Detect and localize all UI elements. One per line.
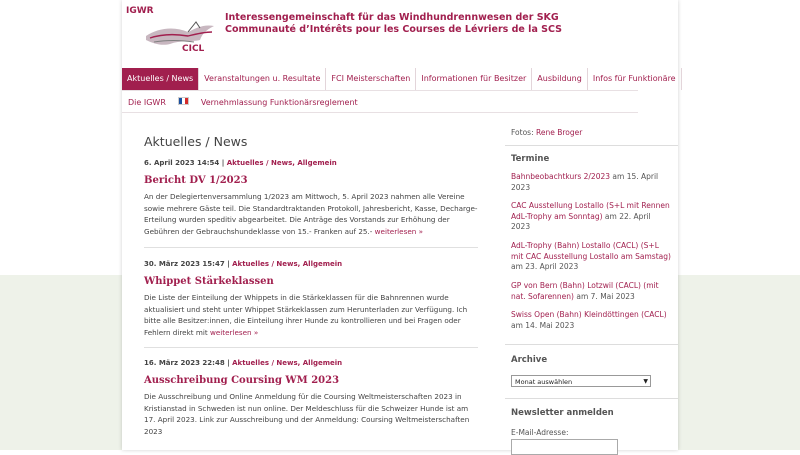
post-category-link[interactable]: Aktuelles / News, Allgemein — [232, 359, 343, 367]
post-meta: 6. April 2023 14:54 | Aktuelles / News, Allgemein — [144, 159, 337, 167]
nav-divider-bottom — [122, 112, 638, 113]
event-date: am 23. April 2023 — [511, 262, 579, 271]
post-item — [144, 159, 478, 238]
nav-item-die-igwr[interactable]: Die IGWR — [128, 97, 166, 107]
event-link[interactable]: GP von Bern (Bahn) Lotzwil (CACL) (mit nat. Sofarennen) — [511, 281, 659, 301]
nav-item-infos-funktionaere[interactable]: Infos für Funktionäre — [588, 68, 682, 90]
page-title: Aktuelles / News — [144, 134, 248, 149]
post-date: 16. März 2023 22:48 — [144, 359, 225, 367]
site-title-german: Interessengemeinschaft für das Windhundrennwesen der SKG — [225, 12, 559, 23]
archive-heading: Archive — [511, 355, 548, 365]
post-excerpt: An der Delegiertenversammlung 1/2023 am Mittwoch, 5. April 2023 nahmen alle Vereine sowie mehrere Gäste teil. Die Standardtraktanden Protokoll, Jahresbericht, Kasse, Decharge-Erteilung wurden speditiv abgearbeitet. Die Anträge des Vorstands zur Erhöhung der Gebühren der Gebrauchshundeklasse von 15.- Franken auf 25.- weiterlesen » — [144, 192, 478, 237]
termine-heading: Termine — [511, 154, 550, 164]
post-title[interactable]: Bericht DV 1/2023 — [144, 175, 248, 186]
nav-item-ausbildung[interactable]: Ausbildung — [532, 68, 588, 90]
event-item — [511, 172, 671, 193]
nav-divider — [122, 90, 638, 91]
event-date: am 14. Mai 2023 — [511, 320, 575, 330]
post-excerpt: Die Ausschreibung und Online Anmeldung für die Coursing Weltmeisterschaften 2023 in Kristianstad in Schweden ist nun online. Der Meldeschluss für die Schweizer Hunde ist am 17. April 2023. Link zur Ausschreibung und der Anmeldung: Coursing Weltmeisterschaften 2023 — [144, 392, 470, 437]
post-date: 30. März 2023 15:47 — [144, 260, 225, 268]
post-item — [144, 260, 478, 339]
event-item — [511, 281, 671, 302]
post-excerpt: Die Liste der Einteilung der Whippets in die Stärkeklassen für die Bahnrennen wurde aktualisiert und steht unter Whippet Stärkeklassen zum Herunterladen zur Verfügung. Ich bitte alle Besitzer:innen, die Einteilung ihrer Hunde zu kontrollieren und bei Fragen oder Fehlern direkt mit weiterlesen » — [144, 293, 468, 338]
post-meta: 30. März 2023 15:47 | Aktuelles / News, Allgemein — [144, 260, 343, 268]
nav-item-aktuelles[interactable]: Aktuelles / News — [122, 68, 199, 90]
read-more-link[interactable]: weiterlesen » — [374, 227, 423, 237]
greyhound-logo-icon — [144, 10, 220, 62]
event-link[interactable]: Bahnbeobachtkurs 2/2023 — [511, 172, 611, 181]
event-date: am 22. April 2023 — [511, 211, 651, 231]
event-item — [511, 310, 671, 331]
logo-text-cicl: CICL — [182, 44, 205, 54]
post-separator — [144, 347, 478, 348]
photo-author-link[interactable]: Rene Broger — [536, 128, 583, 137]
primary-navigation — [122, 68, 682, 90]
post-title[interactable]: Ausschreibung Coursing WM 2023 — [144, 375, 340, 386]
secondary-navigation — [122, 95, 364, 109]
site-title-french: Communauté d’Intérêts pour les Courses de Lévriers de la SCS — [225, 24, 562, 35]
sidebar-divider — [505, 145, 678, 146]
post-title[interactable]: Whippet Stärkeklassen — [144, 276, 274, 287]
logo-text-igwr: IGWR — [126, 6, 154, 16]
page-container — [122, 0, 678, 450]
event-link[interactable]: AdL-Trophy (Bahn) Lostallo (CACL) (S+L mit CAC Ausstellung Lostallo am Samstag) — [511, 241, 671, 261]
event-link[interactable]: CAC Ausstellung Lostallo (S+L mit Rennen AdL-Trophy am Sonntag) — [511, 201, 670, 221]
post-category-link[interactable]: Aktuelles / News, Allgemein — [226, 159, 337, 167]
nav-item-veranstaltungen[interactable]: Veranstaltungen u. Resultate — [199, 68, 326, 90]
email-label: E-Mail-Adresse: — [511, 428, 569, 437]
newsletter-heading: Newsletter anmelden — [511, 408, 614, 418]
email-field[interactable] — [511, 439, 618, 455]
event-link[interactable]: Swiss Open (Bahn) Kleindöttingen (CACL) — [511, 310, 667, 319]
language-switch[interactable] — [172, 97, 195, 107]
event-item — [511, 201, 671, 233]
event-date: am 7. Mai 2023 — [576, 291, 635, 301]
post-separator — [144, 247, 478, 248]
archive-month-select[interactable]: Monat auswählen ▼ — [511, 375, 651, 387]
post-date: 6. April 2023 14:54 — [144, 159, 220, 167]
nav-item-vernehmlassung[interactable]: Vernehmlassung Funktionärsreglement — [200, 97, 358, 107]
photo-credit: Fotos: Rene Broger — [511, 128, 583, 137]
post-item — [144, 359, 478, 438]
event-date: am 15. April 2023 — [511, 172, 659, 192]
post-category-link[interactable]: Aktuelles / News, Allgemein — [232, 260, 343, 268]
post-meta: 16. März 2023 22:48 | Aktuelles / News, Allgemein — [144, 359, 343, 367]
sidebar-divider — [505, 398, 678, 399]
read-more-link[interactable]: weiterlesen » — [209, 328, 259, 338]
nav-item-informationen-besitzer[interactable]: Informationen für Besitzer — [416, 68, 532, 90]
nav-item-fci-meisterschaften[interactable]: FCI Meisterschaften — [326, 68, 416, 90]
sidebar-divider — [505, 344, 678, 345]
french-flag-icon — [178, 97, 189, 105]
event-item — [511, 241, 671, 273]
chevron-down-icon: ▼ — [643, 378, 648, 385]
